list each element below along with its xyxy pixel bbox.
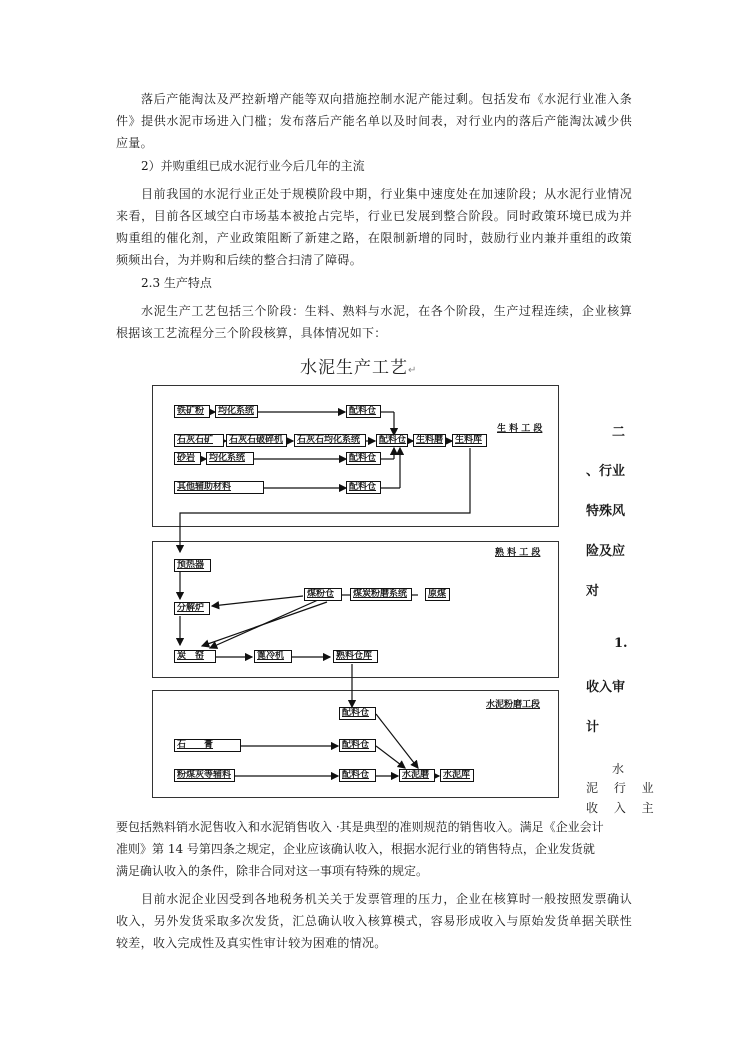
side-heading-5: 对 xyxy=(586,584,600,599)
paragraph-production: 水泥生产工艺包括三个阶段：生料、熟料与水泥，在各个阶段，生产过程连续，企业核算根据该工艺流程分三个阶段核算，具体情况如下： xyxy=(116,304,632,340)
paragraph-revenue-line-2: 准则》第 14 号第四条之规定，企业应该确认收入，根据水泥行业的销售特点，企业发货就 xyxy=(116,842,595,856)
sandstone-box: 砂岩 xyxy=(174,452,201,465)
other-auxiliary-box: 其他辅助材料 xyxy=(174,481,264,494)
paragraph-capacity-control: 落后产能淘汰及严控新增产能等双向措施控制水泥产能过剩。包括发布《水泥行业准入条件》提供水泥市场进入门槛；发布落后产能名单以及时间表，对行业内的落后产能淘汰减少供应量。 xyxy=(116,92,632,150)
clinker-stage-label: 熟 料 工 段 xyxy=(495,548,541,558)
homogenize-box-1: 均化系统 xyxy=(215,405,258,418)
side-heading-4: 险及应 xyxy=(586,544,626,559)
batching-silo-cement-2: 配料仓 xyxy=(339,739,376,752)
side-wrap-2: 泥 行 业 xyxy=(586,781,660,795)
batching-silo-raw-2: 配料仓 xyxy=(376,434,408,447)
side-heading-2: 、行业 xyxy=(586,464,626,479)
raw-coal-box: 原煤 xyxy=(425,588,450,601)
limestone-box: 石灰石矿 xyxy=(174,434,224,447)
cement-stage-label: 水泥粉磨工段 xyxy=(486,700,541,710)
paragraph-revenue-line-1: 要包括熟料销水泥售收入和水泥销售收入 ·其是典型的准则规范的销售收入。满足《企业会计 xyxy=(116,820,604,834)
kiln-box: 炭 窑 xyxy=(174,650,216,663)
diagram-title-text: 水泥生产工艺 xyxy=(300,358,408,378)
side-heading-8: 计 xyxy=(586,720,600,735)
side-heading-7: 收入审 xyxy=(586,680,626,695)
raw-meal-silo-box: 生料库 xyxy=(452,434,487,447)
iron-ore-box: 铁矿粉 xyxy=(174,405,210,418)
paragraph-mark: ↵ xyxy=(408,365,418,376)
batching-silo-raw-3: 配料仓 xyxy=(346,452,381,465)
decomposer-box: 分解炉 xyxy=(174,602,210,615)
coal-mill-box: 煤炭粉磨系统 xyxy=(350,588,412,601)
preheater-box: 预热器 xyxy=(174,559,211,572)
batching-silo-raw-1: 配料仓 xyxy=(346,405,381,418)
limestone-crusher-box: 石灰石破碎机 xyxy=(226,434,287,447)
arrow-coal-decomposer xyxy=(212,596,303,606)
cement-silo-box: 水泥库 xyxy=(440,769,474,782)
homogenize-box-2: 均化系统 xyxy=(206,452,254,465)
side-heading-3: 特殊风 xyxy=(586,504,626,519)
arrow-coal-kiln-2 xyxy=(202,602,327,646)
side-wrap-1: 水 xyxy=(612,762,631,776)
fly-ash-box: 粉煤灰等辅料 xyxy=(174,769,235,782)
clinker-silo-box: 熟料仓库 xyxy=(333,650,378,663)
cement-mill-box: 水泥磨 xyxy=(399,769,435,782)
side-wrap-3: 收 入 主 xyxy=(586,801,660,815)
side-heading-6: 1. xyxy=(614,636,628,651)
gypsum-box: 石 膏 xyxy=(174,739,241,752)
side-heading-1: 二 xyxy=(612,425,626,440)
raw-stage-label: 生 料 工 段 xyxy=(497,424,543,434)
arrow-silo-c1-mill xyxy=(376,714,418,768)
section-heading-production: 2.3 生产特点 xyxy=(141,276,212,290)
batching-silo-cement-3: 配料仓 xyxy=(339,769,376,782)
arrow-silo-c2-mill xyxy=(376,746,405,768)
grate-cooler-box: 篦冷机 xyxy=(254,650,292,663)
limestone-homogenize-box: 石灰石均化系统 xyxy=(294,434,366,447)
raw-mill-box: 生料磨 xyxy=(413,434,446,447)
paragraph-invoice-practice: 目前水泥企业因受到各地税务机关关于发票管理的压力，企业在核算时一般按照发票确认收入，另外发货采取多次发货，汇总确认收入核算模式，容易形成收入与原始发货单据关联性较差，收入完成性及真实性审计较为困难的情况。 xyxy=(116,892,632,950)
batching-silo-raw-4: 配料仓 xyxy=(346,481,381,494)
subheading-mergers: 2）并购重组已成水泥行业今后几年的主流 xyxy=(141,159,365,173)
batching-silo-cement-1: 配料仓 xyxy=(339,707,376,720)
coal-powder-silo-box: 煤粉仓 xyxy=(304,588,342,601)
paragraph-revenue-line-3: 满足确认收入的条件，除非合同对这一事项有特殊的规定。 xyxy=(116,864,429,878)
paragraph-mergers: 目前我国的水泥行业正处于规模阶段中期，行业集中速度处在加速阶段；从水泥行业情况来看，目前各区域空白市场基本被抢占完毕，行业已发展到整合阶段。同时政策环境已成为并购重组的催化剂，产业政策阻断了新建之路，在限制新增的同时，鼓励行业内兼并重组的政策频频出台，为并购和后续的整合扫清了障碍。 xyxy=(116,187,632,267)
